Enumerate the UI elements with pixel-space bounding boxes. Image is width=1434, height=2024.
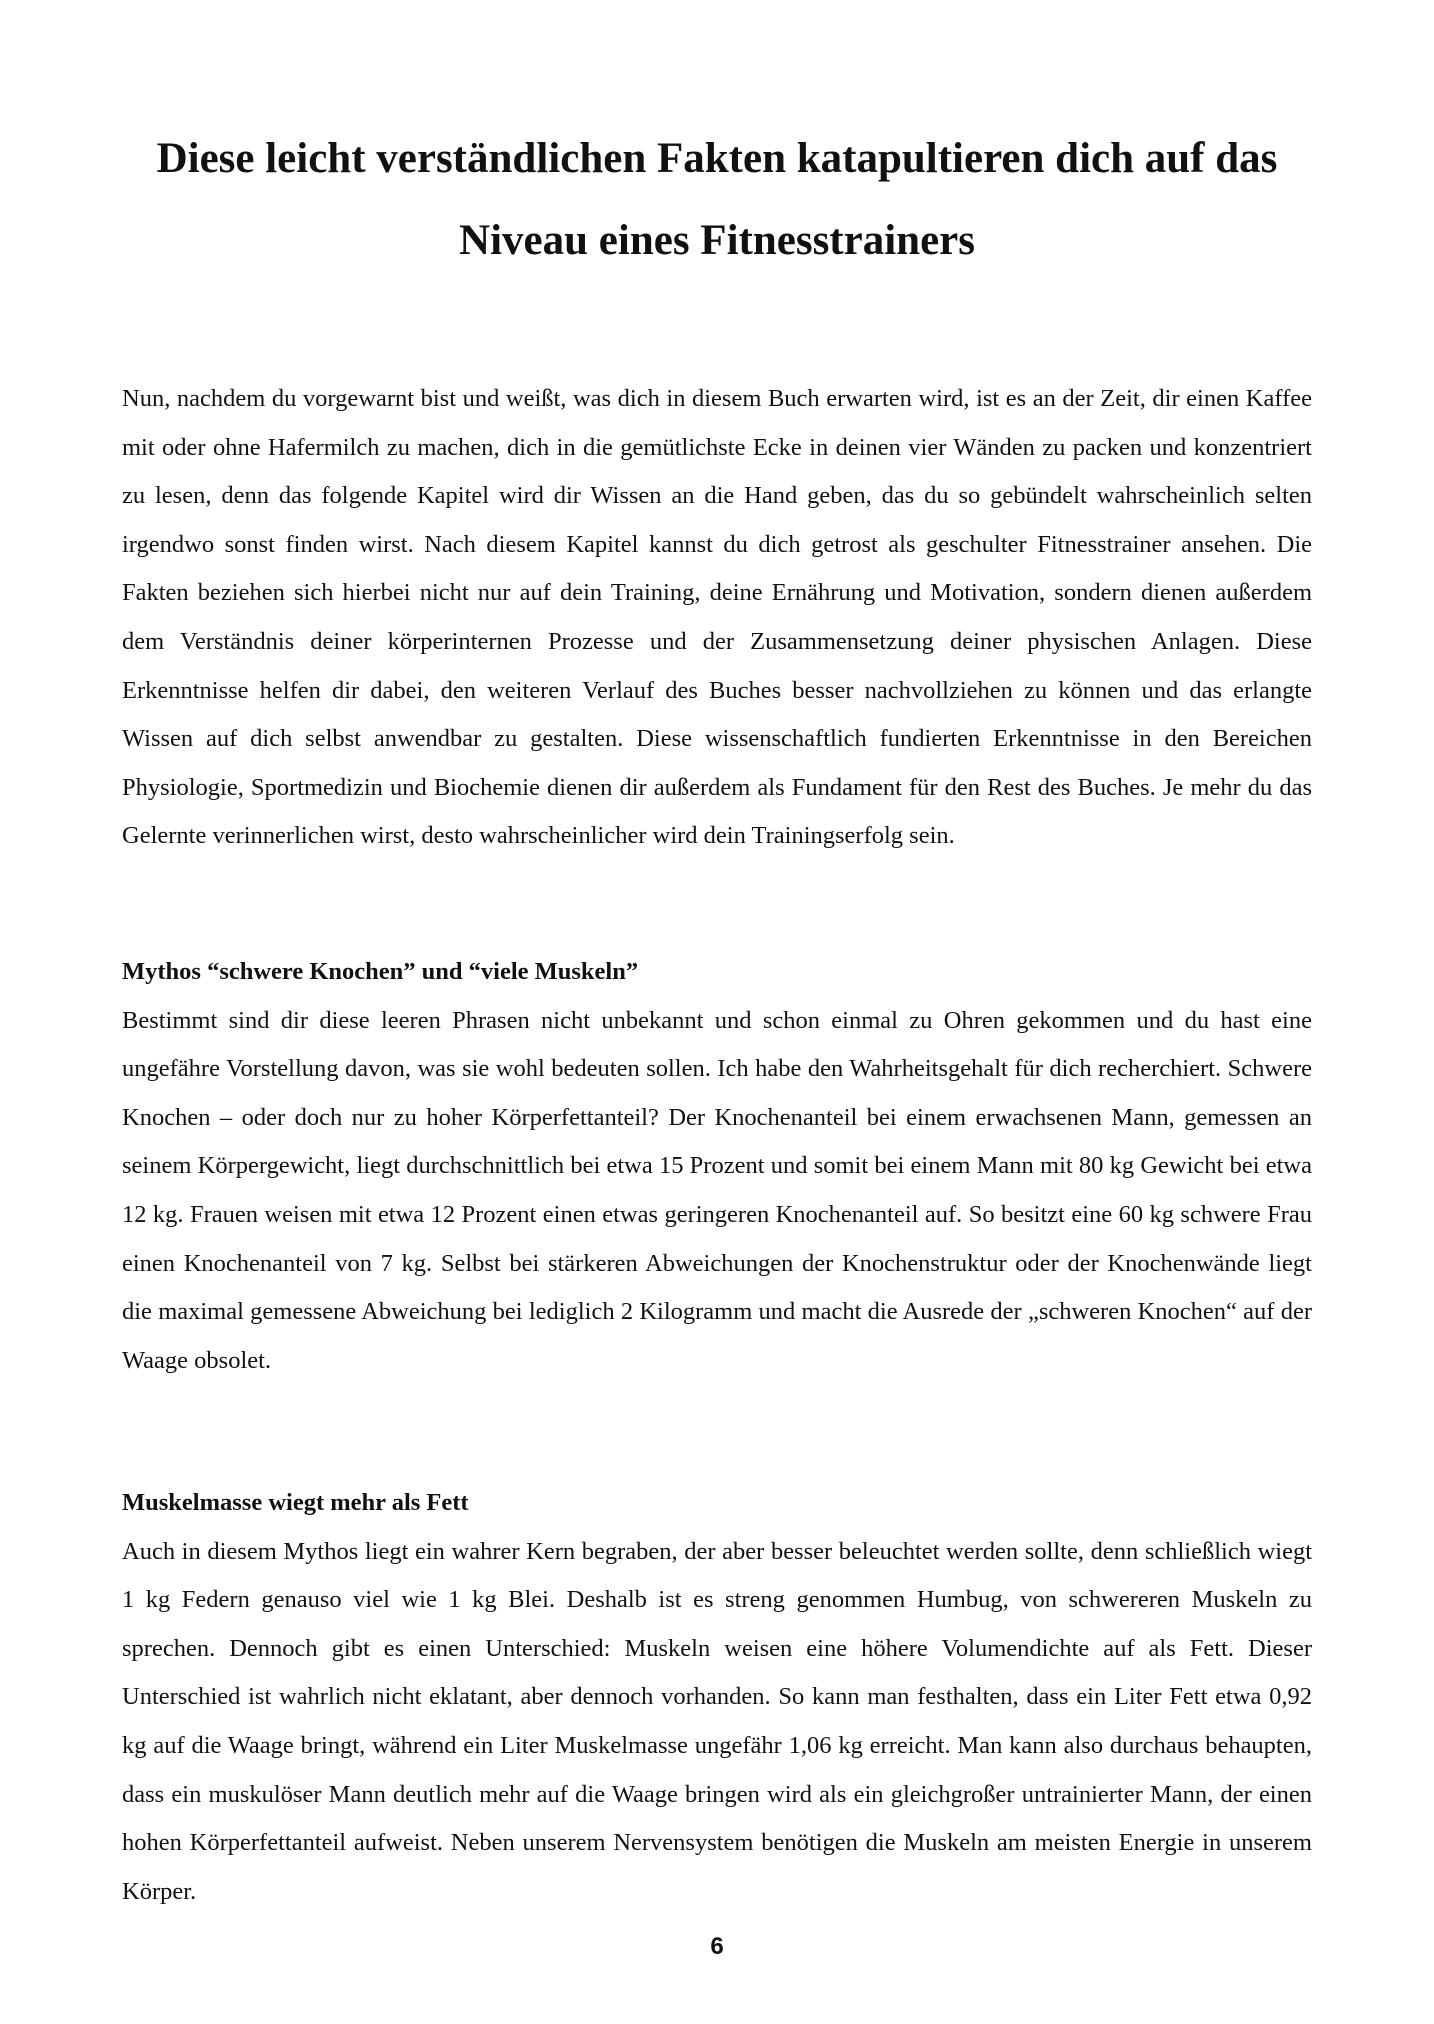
page-title-line-2: Niveau eines Fitnesstrainers [459,217,975,264]
page-number: 6 [710,1933,724,1960]
bones-myth-section [122,948,1312,1385]
page-title-line-1: Diese leicht verständlichen Fakten katapultieren dich auf das [156,135,1278,182]
bones-myth-paragraph: Bestimmt sind dir diese leeren Phrasen nicht unbekannt und schon einmal zu Ohren gekommen und du hast eine ungefähre Vorstellung davon, was sie wohl bedeuten sollen. Ich habe den Wahrheitsgehalt für dich recherchiert. Schwere Knochen – oder doch nur zu hoher Körperfettanteil? Der Knochenanteil bei einem erwachsenen Mann, gemessen an seinem Körpergewicht, liegt durchschnittlich bei etwa 15 Prozent und somit bei einem Mann mit 80 kg Gewicht bei etwa 12 kg. Frauen weisen mit etwa 12 Prozent einen etwas geringeren Knochenanteil auf. So besitzt eine 60 kg schwere Frau einen Knochenanteil von 7 kg. Selbst bei stärkeren Abweichungen der Knochenstruktur oder der Knochenwände liegt die maximal gemessene Abweichung bei lediglich 2 Kilogramm und macht die Ausrede der „schweren Knochen“ auf der Waage obsolet. [122,1006,1312,1374]
muscle-fat-heading: Muskelmasse wiegt mehr als Fett [122,1489,469,1516]
bones-myth-heading: Mythos “schwere Knochen” und “viele Muskeln” [122,958,639,985]
intro-section [122,375,1312,861]
intro-paragraph: Nun, nachdem du vorgewarnt bist und weißt, was dich in diesem Buch erwarten wird, ist es an der Zeit, dir einen Kaffee mit oder ohne Hafermilch zu machen, dich in die gemütlichste Ecke in deinen vier Wänden zu packen und konzentriert zu lesen, denn das folgende Kapitel wird dir Wissen an die Hand geben, das du so gebündelt wahrscheinlich selten irgendwo sonst finden wirst. Nach diesem Kapitel kannst du dich getrost als geschulter Fitnesstrainer ansehen. Die Fakten beziehen sich hierbei nicht nur auf dein Training, deine Ernährung und Motivation, sondern dienen außerdem dem Verständnis deiner körperinternen Prozesse und der Zusammensetzung deiner physischen Anlagen. Diese Erkenntnisse helfen dir dabei, den weiteren Verlauf des Buches besser nachvollziehen zu können und das erlangte Wissen auf dich selbst anwendbar zu gestalten. Diese wissenschaftlich fundierten Erkenntnisse in den Bereichen Physiologie, Sportmedizin und Biochemie dienen dir außerdem als Fundament für den Rest des Buches. Je mehr du das Gelernte verinnerlichen wirst, desto wahrscheinlicher wird dein Trainingserfolg sein. [122,385,1312,850]
muscle-fat-paragraph: Auch in diesem Mythos liegt ein wahrer Kern begraben, der aber besser beleuchtet werden sollte, denn schließlich wiegt 1 kg Federn genauso viel wie 1 kg Blei. Deshalb ist es streng genommen Humbug, von schwereren Muskeln zu sprechen. Dennoch gibt es einen Unterschied: Muskeln weisen eine höhere Volumendichte auf als Fett. Dieser Unterschied ist wahrlich nicht eklatant, aber dennoch vorhanden. So kann man festhalten, dass ein Liter Fett etwa 0,92 kg auf die Waage bringt, während ein Liter Muskelmasse ungefähr 1,06 kg erreicht. Man kann also durchaus behaupten, dass ein muskulöser Mann deutlich mehr auf die Waage bringen wird als ein gleichgroßer untrainierter Mann, der einen hohen Körperfettanteil aufweist. Neben unserem Nervensystem benötigen die Muskeln am meisten Energie in unserem Körper. [122,1537,1312,1905]
page-title [100,118,1334,282]
muscle-fat-section [122,1479,1312,1916]
